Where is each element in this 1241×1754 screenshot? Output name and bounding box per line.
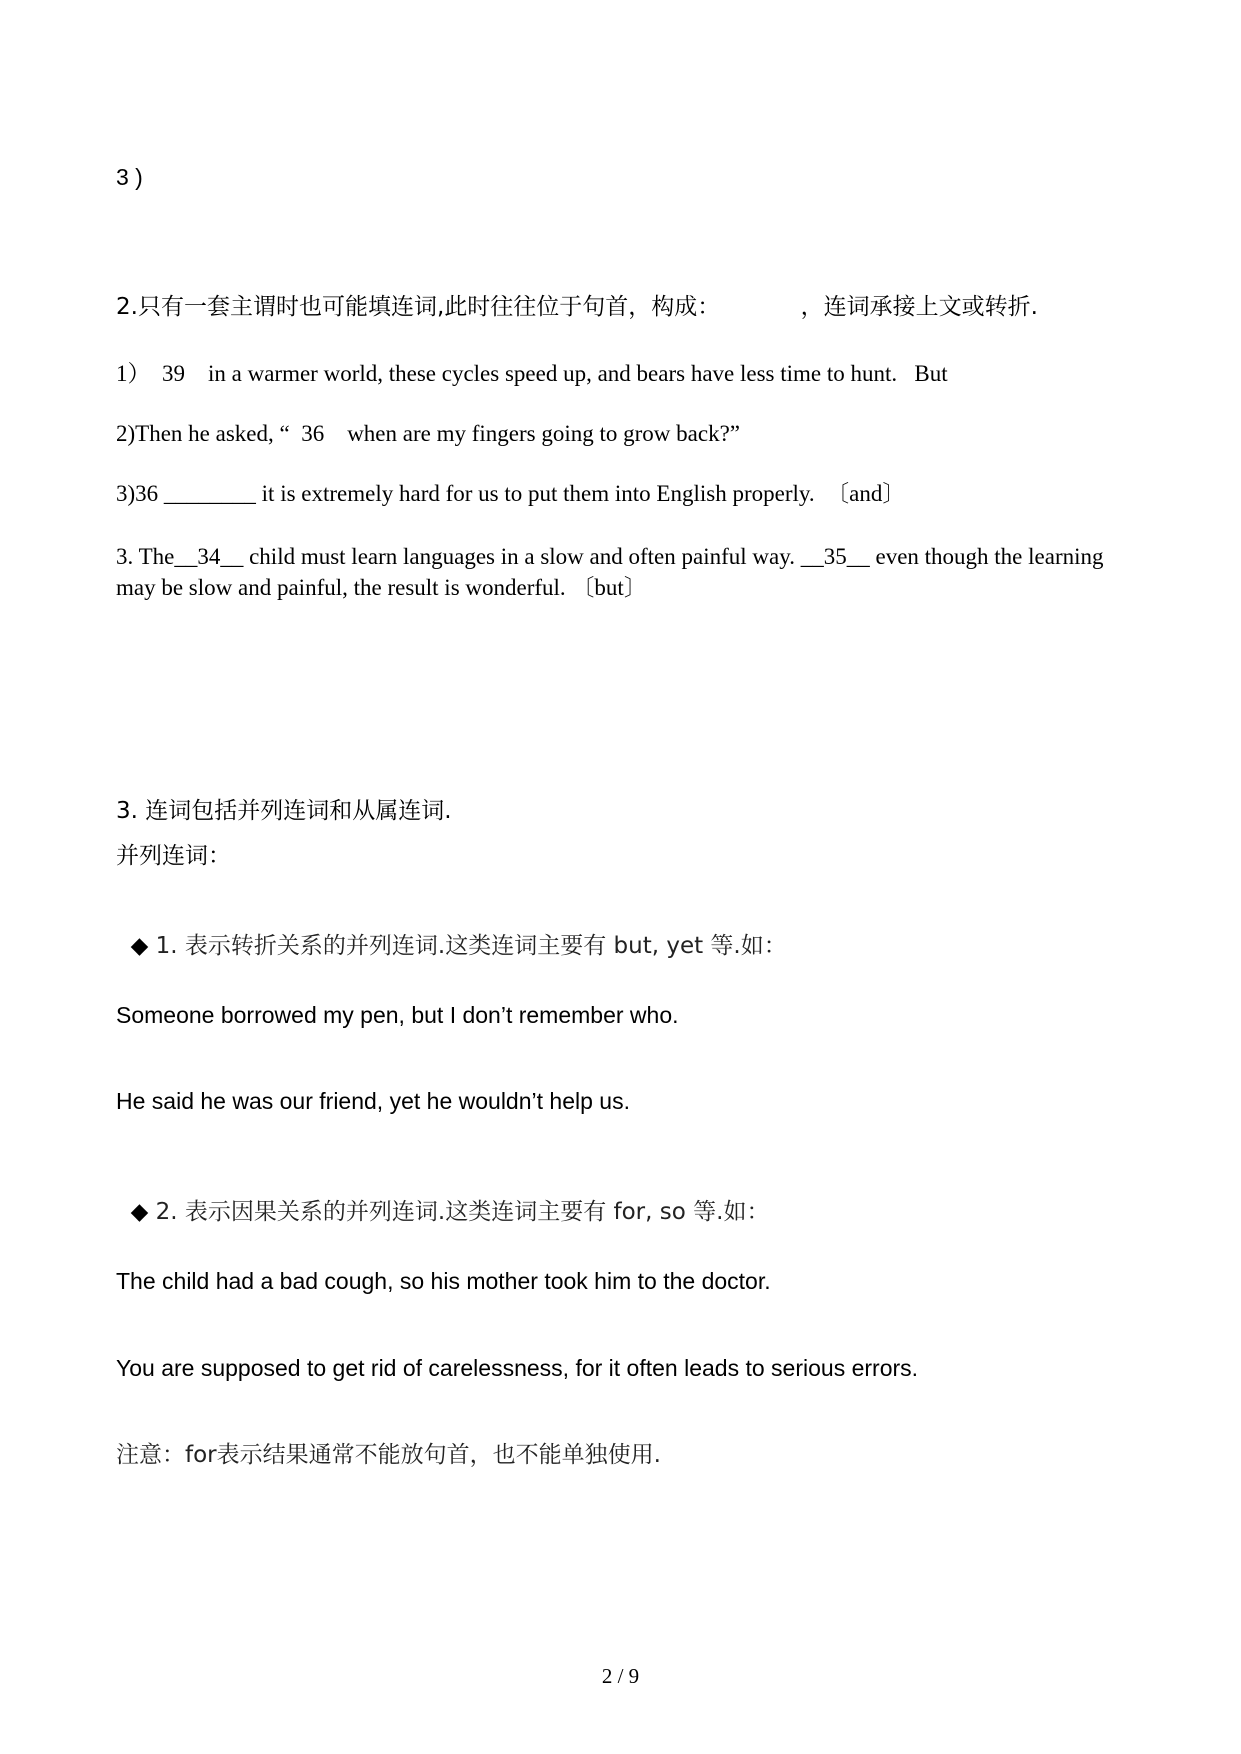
bullet-1	[116, 912, 787, 958]
sentence-4: You are supposed to get rid of carelessness, for it often leads to serious errors.	[116, 1355, 919, 1381]
bullet-1-text: 1. 表示转折关系的并列连词.这类连词主要有 but, yet 等.如：	[148, 933, 787, 959]
sentence-3: The child had a bad cough, so his mother took him to the doctor.	[116, 1268, 771, 1294]
sentence-1: Someone borrowed my pen, but I don’t remember who.	[116, 1002, 679, 1028]
diamond-bullet-icon: ◆	[130, 933, 149, 959]
bullet-2	[116, 1178, 769, 1224]
question-3: 3. The__34__ child must learn languages in a slow and often painful way. __35__ even though the learning may be slow and painful, the result is wonderful. 〔but〕	[116, 544, 1104, 600]
example-3: 3)36 ________ it is extremely hard for us to put them into English properly. 〔and〕	[116, 481, 906, 506]
list-marker-3: 3 )	[116, 164, 143, 190]
diamond-bullet-icon: ◆	[130, 1199, 149, 1225]
section-2-heading: 2.只有一套主谓时也可能填连词,此时往往位于句首，构成： ，连词承接上文或转折.	[116, 294, 1038, 320]
example-1: 1） 39 in a warmer world, these cycles speed up, and bears have less time to hunt. But	[116, 361, 948, 386]
bullet-2-text: 2. 表示因果关系的并列连词.这类连词主要有 for, so 等.如：	[148, 1199, 770, 1225]
page-number: 2 / 9	[601, 1664, 640, 1688]
sentence-2: He said he was our friend, yet he wouldn’t help us.	[116, 1088, 630, 1114]
coordinating-conjunctions-title: 并列连词：	[116, 843, 231, 869]
note: 注意：for表示结果通常不能放句首，也不能单独使用.	[116, 1442, 661, 1468]
section-3-heading: 3. 连词包括并列连词和从属连词.	[116, 798, 452, 824]
example-2: 2)Then he asked, “ 36 when are my fingers going to grow back?”	[116, 421, 740, 446]
